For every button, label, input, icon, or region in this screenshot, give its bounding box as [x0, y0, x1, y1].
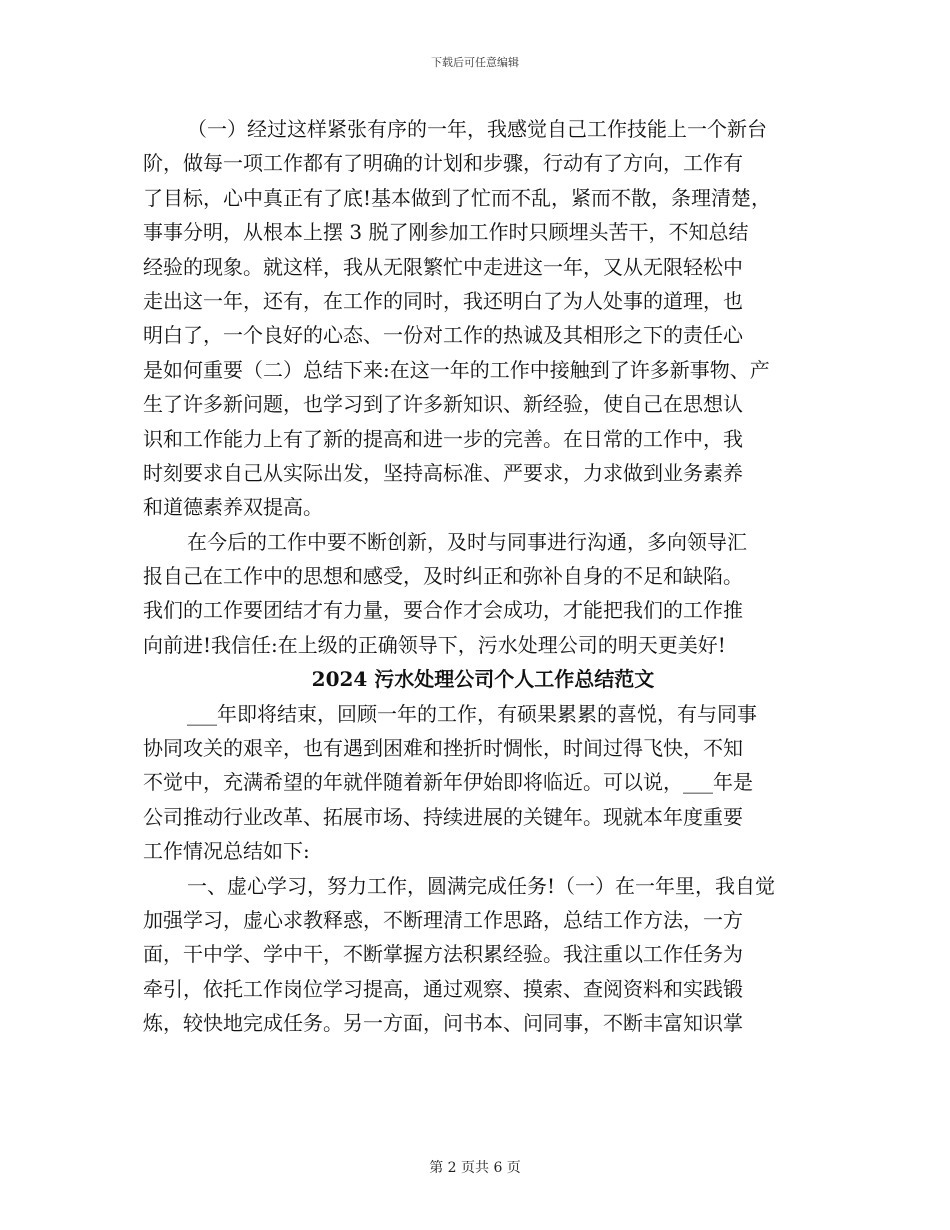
text-line: 炼，较快地完成任务。另一方面，问书本、问同事，不断丰富知识掌: [143, 1011, 743, 1036]
text-line: 面，干中学、学中干，不断掌握方法积累经验。我注重以工作任务为: [143, 942, 743, 967]
text-line: 和道德素养双提高。: [143, 495, 323, 520]
text-line: 加强学习，虚心求教释惑，不断理清工作思路，总结工作方法，一方: [143, 907, 743, 932]
page-header: 下载后可任意编辑: [431, 56, 519, 69]
text-line: 识和工作能力上有了新的提高和进一步的完善。在日常的工作中，我: [143, 426, 743, 451]
text-line: 时刻要求自己从实际出发，坚持高标准、严要求，力求做到业务素养: [143, 460, 743, 485]
text-line: 牵引，依托工作岗位学习提高，通过观察、摸索、查阅资料和实践锻: [143, 976, 743, 1001]
text-line: 协同攻关的艰辛，也有遇到困难和挫折时惆怅，时间过得飞快，不知: [143, 736, 743, 761]
text-line: 经验的现象。就这样，我从无限繁忙中走进这一年，又从无限轻松中: [143, 254, 743, 279]
text-line: 工作情况总结如下:: [143, 839, 310, 864]
text-line: 在今后的工作中要不断创新，及时与同事进行沟通，多向领导汇: [187, 529, 747, 554]
text-line: 生了许多新问题，也学习到了许多新知识、新经验，使自己在思想认: [143, 392, 743, 417]
document-body: [143, 112, 823, 1041]
text-line: （一）经过这样紧张有序的一年，我感觉自己工作技能上一个新台: [187, 117, 767, 141]
text-line: 了目标，心中真正有了底!基本做到了忙而不乱，紧而不散，条理清楚，: [143, 185, 772, 210]
text-line: 走出这一年，还有，在工作的同时，我还明白了为人处事的道理，也: [143, 288, 743, 313]
page-footer: 第 2 页共 6 页: [429, 1160, 521, 1176]
text-line: 公司推动行业改革、拓展市场、持续进展的关键年。现就本年度重要: [143, 804, 743, 829]
text-line: 不觉中，充满希望的年就伴随着新年伊始即将临近。可以说，___年是: [143, 770, 753, 795]
text-line: 一、虚心学习，努力工作，圆满完成任务!（一）在一年里，我自觉: [187, 873, 776, 898]
section-title: 2024 污水处理公司个人工作总结范文: [311, 667, 655, 692]
text-line: ___年即将结束，回顾一年的工作，有硕果累累的喜悦，有与同事: [187, 701, 757, 726]
text-line: 我们的工作要团结才有力量，要合作才会成功，才能把我们的工作推: [143, 598, 743, 623]
text-line: 事事分明，从根本上摆 3 脱了刚参加工作时只顾埋头苦干，不知总结: [143, 220, 749, 245]
text-line: 报自己在工作中的思想和感受，及时纠正和弥补自身的不足和缺陷。: [143, 564, 743, 589]
text-line: 阶，做每一项工作都有了明确的计划和步骤，行动有了方向，工作有: [143, 151, 743, 176]
text-line: 是如何重要（二）总结下来:在这一年的工作中接触到了许多新事物、产: [143, 357, 770, 382]
text-line: 明白了，一个良好的心态、一份对工作的热诚及其相形之下的责任心: [143, 323, 743, 348]
text-line: 向前进!我信任:在上级的正确领导下，污水处理公司的明天更美好!: [143, 632, 726, 657]
